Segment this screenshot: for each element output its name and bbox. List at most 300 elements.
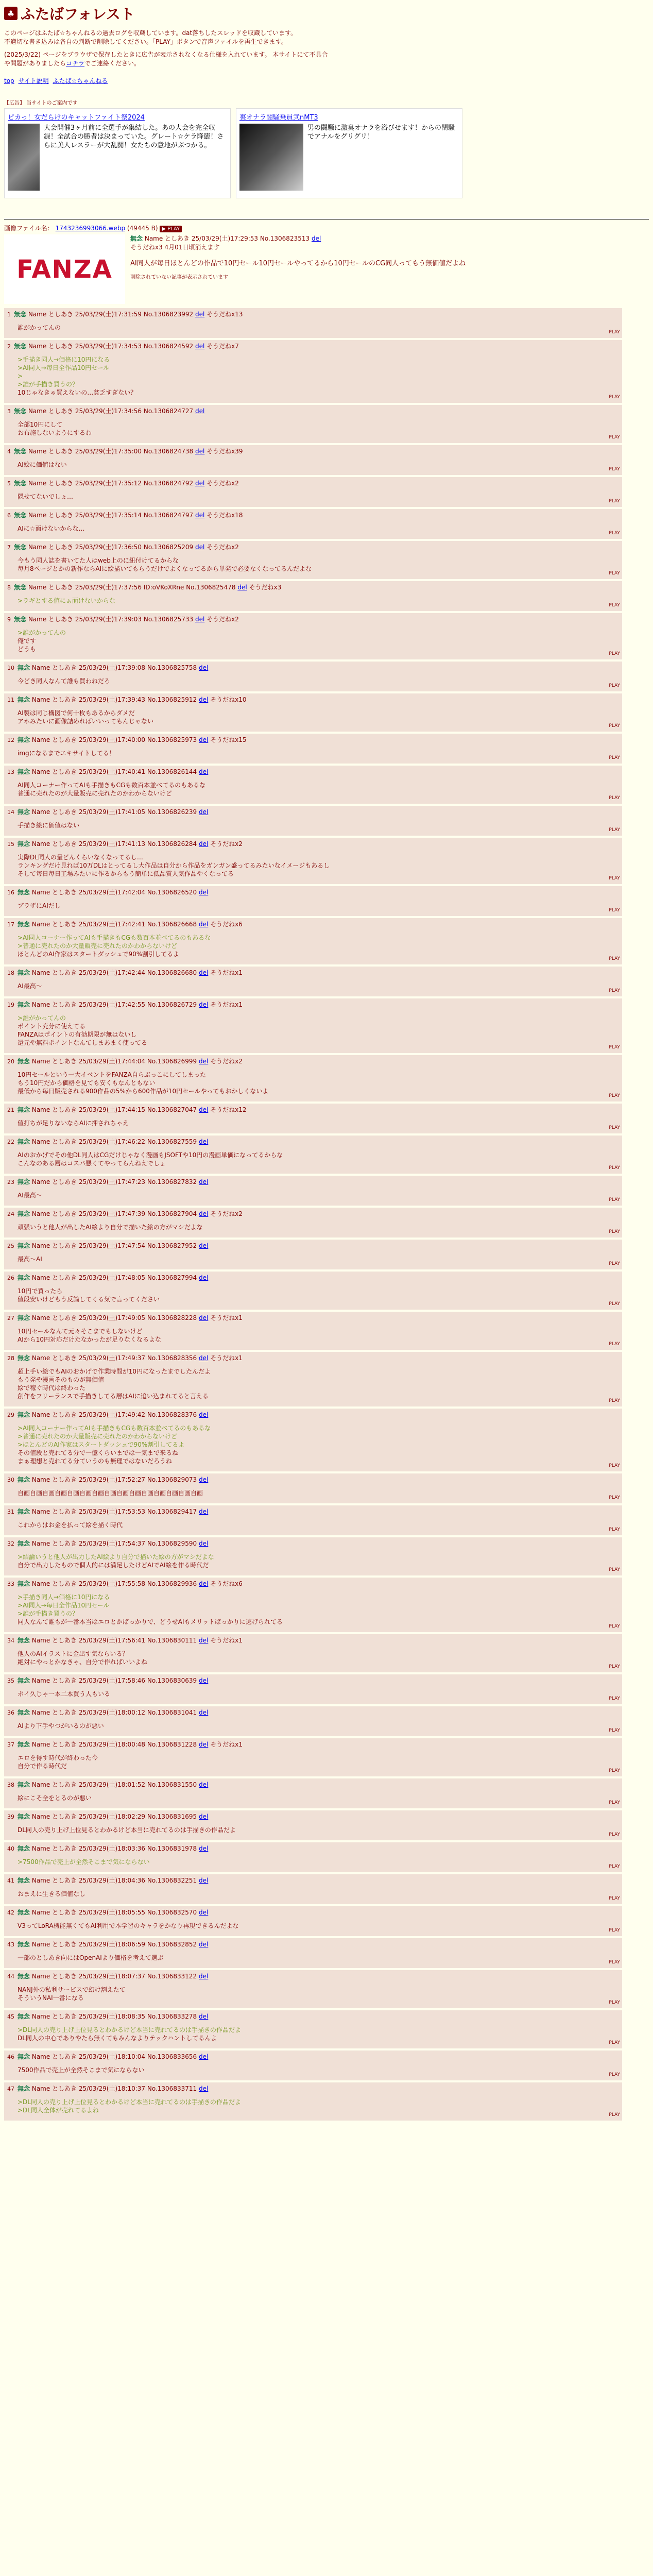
- sodane-button[interactable]: そうだねx2: [207, 544, 239, 551]
- play-button[interactable]: PLAY: [609, 827, 620, 833]
- del-link[interactable]: del: [195, 616, 205, 623]
- reply-name-rest: Name としあき: [28, 512, 74, 519]
- play-button[interactable]: PLAY: [609, 1261, 620, 1266]
- del-link[interactable]: del: [198, 1508, 209, 1515]
- del-link[interactable]: del: [198, 1242, 209, 1249]
- reply-header: [7, 1177, 619, 1187]
- del-link[interactable]: del: [198, 1178, 209, 1185]
- play-button[interactable]: PLAY: [609, 1125, 620, 1130]
- reply-name-rest: Name としあき: [28, 311, 74, 318]
- reply-body: [18, 1858, 619, 1866]
- reply-line: 値段安いけどもう反論してくる気で言ってください: [18, 1296, 160, 1303]
- play-button[interactable]: PLAY: [609, 1495, 620, 1500]
- play-button[interactable]: PLAY: [609, 1398, 620, 1403]
- op-note: 削除されていない記事が表示されています: [130, 275, 228, 280]
- reply-post: [4, 1874, 622, 1904]
- sodane-button[interactable]: そうだねx18: [207, 512, 243, 519]
- reply-line: 誰がかってんの: [18, 324, 61, 331]
- reply-name-rest: Name としあき: [31, 1973, 77, 1980]
- reply-line: 全部10円にして: [18, 421, 63, 428]
- del-link[interactable]: del: [198, 1845, 209, 1852]
- play-button[interactable]: PLAY: [609, 908, 620, 913]
- del-link[interactable]: del: [198, 1637, 209, 1644]
- notice-line: [4, 50, 334, 68]
- reply-name: 無念: [18, 1476, 30, 1483]
- op-text: [130, 234, 466, 304]
- play-button[interactable]: PLAY: [609, 1624, 620, 1629]
- quote-line: >ほとんどのAI作家はスタートダッシュで90%割引してるよ: [18, 1441, 185, 1448]
- reply-meta: 25/03/29(土)17:49:37 No.1306828356: [78, 1354, 197, 1362]
- reply-name-rest: Name としあき: [31, 1909, 77, 1916]
- reply-body: [18, 1826, 619, 1834]
- play-button[interactable]: PLAY: [609, 1229, 620, 1234]
- del-link[interactable]: del: [198, 969, 209, 976]
- del-link[interactable]: del: [195, 480, 205, 487]
- del-link[interactable]: del: [195, 544, 205, 551]
- notice-text: 本サイトにて不具合や問題がありましたら: [4, 51, 328, 67]
- play-button[interactable]: PLAY: [609, 1567, 620, 1572]
- contact-link[interactable]: コチラ: [66, 60, 85, 67]
- reply-name-rest: Name としあき: [31, 2053, 77, 2060]
- reply-name-rest: Name としあき: [31, 1274, 77, 1281]
- notice-line: このページはふたば☆ちゃんねるの過去ログを収蔵しています。dat落ちしたスレッドを収蔵しています。: [4, 29, 297, 37]
- sodane-button[interactable]: そうだねx2: [210, 1210, 243, 1217]
- responses-list: [4, 308, 649, 2121]
- reply-header: [7, 583, 619, 592]
- play-button[interactable]: PLAY: [609, 755, 620, 760]
- reply-name: 無念: [18, 696, 30, 703]
- ad-thumbnail[interactable]: [8, 124, 40, 191]
- del-link[interactable]: del: [198, 1540, 209, 1547]
- reply-line: そして毎日毎日工場みたいに作るからもう簡単に低品質人気作品やくなってる: [18, 870, 234, 877]
- reply-number: 9: [7, 616, 11, 623]
- reply-name-rest: Name としあき: [31, 1001, 77, 1008]
- reply-line: 自画自画自画自画自画自画自画自画自画自画自画自画自画自画自画: [18, 1489, 203, 1497]
- reply-line: imgになるまでエキサイトしてる！: [18, 750, 115, 757]
- reply-post: [4, 1473, 622, 1503]
- play-button[interactable]: PLAY: [609, 1093, 620, 1098]
- reply-header: [7, 1105, 619, 1115]
- ad-inner: [239, 124, 459, 191]
- reply-meta: 25/03/29(土)17:42:44 No.1306826680: [78, 969, 197, 976]
- reply-header: [7, 615, 619, 624]
- sodane-button[interactable]: そうだねx15: [210, 736, 247, 743]
- del-link[interactable]: del: [198, 1580, 209, 1587]
- reply-number: 28: [7, 1355, 14, 1362]
- del-link[interactable]: del: [198, 1001, 209, 1008]
- sodane-button[interactable]: そうだねx1: [210, 1741, 243, 1748]
- reply-body: [18, 1119, 619, 1127]
- play-button[interactable]: PLAY: [609, 1463, 620, 1468]
- reply-body: [18, 677, 619, 685]
- del-link[interactable]: del: [311, 235, 321, 242]
- reply-body: [18, 781, 619, 798]
- reply-name-rest: Name としあき: [31, 1637, 77, 1644]
- reply-meta: 25/03/29(土)17:34:53 No.1306824592: [75, 343, 194, 350]
- reply-number: 35: [7, 1677, 14, 1684]
- reply-line: まぁ理想と売れてる分ていうのも無理ではないだろうね: [18, 1458, 173, 1465]
- reply-post: [4, 2050, 622, 2080]
- sodane-button[interactable]: そうだねx1: [210, 1314, 243, 1321]
- sodane-button[interactable]: そうだねx1: [210, 1001, 243, 1008]
- ad-description: 大会開催3ヶ月前に全選手が集結した。あの大会を完全収録！全試合の勝者は決まっていた。グレート☆ケラ降臨！さらに美人レスラーが大乱闘！女たちの意地がぶつかる。: [43, 124, 224, 149]
- reply-line: 7500作品で売上が全然そこまで気にならない: [18, 2066, 145, 2074]
- ad-title-link[interactable]: 裏オナラ闘騒乗員弐nMT3: [239, 114, 318, 122]
- play-button[interactable]: PLAY: [609, 1165, 620, 1171]
- reply-meta: 25/03/29(土)18:05:55 No.1306832570: [78, 1909, 197, 1916]
- play-button[interactable]: PLAY: [609, 1301, 620, 1307]
- play-button[interactable]: PLAY: [609, 683, 620, 688]
- reply-meta: 25/03/29(土)17:47:54 No.1306827952: [78, 1242, 197, 1249]
- reply-body: [18, 1327, 619, 1344]
- del-link[interactable]: del: [198, 1210, 209, 1217]
- reply-number: 25: [7, 1243, 14, 1249]
- reply-body: [18, 1754, 619, 1770]
- quote-line: >DL同人の売り上げ上位見るとわかるけど本当に売れてるのは手描きの作品だよ: [18, 2098, 241, 2106]
- nav-about-link[interactable]: サイト説明: [18, 77, 49, 84]
- reply-meta: 25/03/29(土)17:55:58 No.1306829936: [78, 1580, 197, 1587]
- reply-post: [4, 1706, 622, 1736]
- del-link[interactable]: del: [198, 664, 209, 671]
- reply-line: お布施しないようにするわ: [18, 429, 92, 436]
- play-button[interactable]: PLAY: [609, 1696, 620, 1701]
- play-button[interactable]: PLAY: [609, 1197, 620, 1202]
- play-button[interactable]: PLAY: [609, 2072, 620, 2077]
- play-button[interactable]: PLAY: [609, 876, 620, 881]
- reply-number: 33: [7, 1581, 14, 1587]
- del-link[interactable]: del: [198, 808, 209, 816]
- reply-post: [4, 1778, 622, 1808]
- reply-header: [7, 839, 619, 849]
- reply-number: 8: [7, 584, 11, 591]
- reply-line: 今どき同人なんて誰も買わねだろ: [18, 677, 111, 685]
- reply-body: [18, 597, 619, 605]
- reply-name-rest: Name としあき: [31, 1941, 77, 1948]
- del-link[interactable]: del: [198, 1781, 209, 1788]
- sodane-button[interactable]: そうだねx7: [207, 343, 239, 350]
- ad-title-link[interactable]: ピカっ！女だらけのキャットファイト祭2024: [8, 114, 145, 122]
- reply-name-rest: Name としあき: [31, 1178, 77, 1185]
- reply-line: 毎月8ページとかの新作ならAIに絵描いてもらうだけでよくなってるから単発で必要なくなってるんだよな: [18, 565, 312, 572]
- del-link[interactable]: del: [198, 2085, 209, 2092]
- reply-header: [7, 310, 619, 319]
- reply-post: [4, 1208, 622, 1238]
- file-size: (49445 B): [127, 225, 158, 232]
- reply-meta: 25/03/29(土)18:10:04 No.1306833656: [78, 2053, 197, 2060]
- play-button[interactable]: PLAY: [609, 531, 620, 536]
- reply-post: [4, 1970, 622, 2008]
- reply-header: [7, 807, 619, 817]
- reply-line: ポイ久じゃ一本二本買う人もいる: [18, 1690, 111, 1698]
- reply-name-rest: Name としあき: [31, 1106, 77, 1113]
- reply-header: [7, 1507, 619, 1517]
- play-button[interactable]: PLAY: [609, 1928, 620, 1933]
- reply-line: 超上手い絵でもAIのおかげで作業時間が10円になったまでしたんだよ: [18, 1368, 211, 1375]
- reply-header: [7, 2012, 619, 2022]
- del-link[interactable]: del: [198, 1741, 209, 1748]
- quote-line: >ラギとする値にぁ面けないからな: [18, 597, 115, 604]
- reply-line: おまえに生きる価値なし: [18, 1890, 86, 1897]
- reply-line: 最低から毎日販売される900作品の5%から600作品が10円セールやってもおかしくないよ: [18, 1088, 269, 1095]
- sodane-button[interactable]: そうだねx2: [207, 616, 239, 623]
- del-link[interactable]: del: [198, 1973, 209, 1980]
- reply-name-rest: Name としあき: [31, 768, 77, 775]
- reply-line: 他人のAIイラストに金出す気ならいる？: [18, 1650, 129, 1657]
- file-label: 画像ファイル名：: [4, 225, 54, 232]
- del-link[interactable]: del: [198, 2013, 209, 2020]
- reply-post: [4, 662, 622, 691]
- reply-name-rest: Name としあき: [31, 2013, 77, 2020]
- play-button[interactable]: PLAY: [609, 2000, 620, 2005]
- reply-post: [4, 806, 622, 836]
- reply-number: 23: [7, 1179, 14, 1185]
- reply-post: [4, 1272, 622, 1310]
- play-button[interactable]: PLAY: [609, 1864, 620, 1869]
- del-link[interactable]: del: [198, 921, 209, 928]
- reply-number: 18: [7, 970, 14, 976]
- reply-body: [18, 1922, 619, 1930]
- notice-text: でご連絡ください。: [84, 60, 141, 67]
- reply-post: [4, 998, 622, 1053]
- play-button[interactable]: PLAY: [609, 499, 620, 504]
- del-link[interactable]: del: [198, 840, 209, 848]
- del-link[interactable]: del: [198, 2053, 209, 2060]
- reply-name: 無念: [14, 408, 27, 415]
- reply-body: [18, 1287, 619, 1303]
- file-link[interactable]: 1743236993066.webp: [55, 225, 126, 232]
- del-link[interactable]: del: [198, 1411, 209, 1418]
- reply-line: こんなのある層はコスパ悪くてやってらんねえでしょ: [18, 1160, 166, 1167]
- reply-header: [7, 1812, 619, 1822]
- reply-line: 手描き絵に価値はない: [18, 822, 80, 829]
- play-button[interactable]: PLAY: [609, 2112, 620, 2117]
- reply-number: 13: [7, 769, 14, 775]
- forest-logo-icon[interactable]: ♣: [4, 7, 18, 20]
- reply-body: [18, 461, 619, 469]
- play-button[interactable]: PLAY: [609, 1728, 620, 1733]
- play-button[interactable]: PLAY: [609, 1768, 620, 1773]
- sodane-button[interactable]: そうだねx6: [210, 921, 243, 928]
- reply-body: [18, 1794, 619, 1802]
- play-button[interactable]: PLAY: [609, 1527, 620, 1532]
- reply-meta: 25/03/29(土)17:49:05 No.1306828228: [78, 1314, 197, 1321]
- play-button[interactable]: PLAY: [609, 1664, 620, 1669]
- reply-name: 無念: [18, 2085, 30, 2092]
- play-button[interactable]: PLAY: [609, 651, 620, 656]
- reply-header: [7, 1057, 619, 1066]
- reply-name: 無念: [18, 1973, 30, 1980]
- play-button[interactable]: PLAY: [609, 330, 620, 335]
- reply-post: [4, 693, 622, 732]
- del-link[interactable]: del: [198, 1354, 209, 1362]
- sodane-button[interactable]: そうだねx13: [207, 311, 243, 318]
- del-link[interactable]: del: [198, 1909, 209, 1916]
- reply-header: [7, 1410, 619, 1420]
- reply-meta: 25/03/29(土)17:58:46 No.1306830639: [78, 1677, 197, 1684]
- reply-number: 14: [7, 809, 14, 816]
- play-button[interactable]: PLAY: [609, 435, 620, 440]
- play-button[interactable]: PLAY: [609, 467, 620, 472]
- play-button[interactable]: PLAY: [609, 795, 620, 801]
- play-button[interactable]: PLAY: [609, 1896, 620, 1901]
- sodane-button[interactable]: そうだねx12: [210, 1106, 247, 1113]
- nav-top-link[interactable]: top: [4, 77, 14, 84]
- reply-name-rest: Name としあき: [31, 808, 77, 816]
- play-button[interactable]: PLAY: [609, 2040, 620, 2045]
- sodane-button[interactable]: そうだねx3: [249, 584, 282, 591]
- play-button[interactable]: PLAY: [609, 956, 620, 961]
- reply-name: 無念: [14, 343, 27, 350]
- op-name: 無念: [130, 235, 143, 242]
- del-link[interactable]: del: [195, 343, 205, 350]
- quote-line: >DL同人の売り上げ上位見るとわかるけど本当に売れてるのは手描きの作品だよ: [18, 2026, 241, 2033]
- nav-futaba-link[interactable]: ふたば☆ちゃんねる: [53, 77, 108, 84]
- reply-post: [4, 477, 622, 507]
- reply-name-rest: Name としあき: [31, 1540, 77, 1547]
- reply-line: ブラザにAIだし: [18, 902, 61, 909]
- reply-name-rest: Name としあき: [31, 664, 77, 671]
- quote-line: >AI同人コーナー作ってAIも手描きもCGも数百本並べてるのもあるな: [18, 1425, 211, 1432]
- reply-meta: 25/03/29(土)17:41:05 No.1306826239: [78, 808, 197, 816]
- reply-post: [4, 581, 622, 611]
- reply-header: [7, 1676, 619, 1686]
- reply-name-rest: Name としあき: [31, 921, 77, 928]
- play-button[interactable]: PLAY: [609, 603, 620, 608]
- play-button[interactable]: PLAY: [609, 988, 620, 993]
- reply-name: 無念: [18, 1508, 30, 1515]
- play-button[interactable]: PLAY: [609, 1342, 620, 1347]
- del-link[interactable]: del: [198, 696, 209, 703]
- reply-header: [7, 888, 619, 897]
- del-link[interactable]: del: [198, 1941, 209, 1948]
- del-link[interactable]: del: [198, 1106, 209, 1113]
- del-link[interactable]: del: [198, 1314, 209, 1321]
- reply-number: 10: [7, 665, 14, 671]
- play-button[interactable]: PLAY: [609, 1045, 620, 1050]
- reply-name: 無念: [18, 1781, 30, 1788]
- reply-number: 19: [7, 1002, 14, 1008]
- reply-header: [7, 1475, 619, 1485]
- reply-post: [4, 1352, 622, 1406]
- reply-body: [18, 420, 619, 437]
- reply-header: [7, 1579, 619, 1589]
- sodane-button[interactable]: そうだねx1: [210, 1354, 243, 1362]
- reply-meta: 25/03/29(土)17:47:23 No.1306827832: [78, 1178, 197, 1185]
- reply-number: 43: [7, 1941, 14, 1948]
- del-link[interactable]: del: [198, 1058, 209, 1065]
- reply-name: 無念: [18, 1941, 30, 1948]
- reply-body: [18, 1890, 619, 1898]
- del-link[interactable]: del: [198, 1138, 209, 1145]
- reply-name-rest: Name としあき: [31, 1210, 77, 1217]
- reply-line: 10円セールなんて元々そこまでもしないけど: [18, 1328, 143, 1335]
- del-link[interactable]: del: [198, 1274, 209, 1281]
- reply-body: [18, 2098, 619, 2114]
- del-link[interactable]: del: [195, 408, 205, 415]
- play-button[interactable]: ▶ PLAY: [160, 226, 182, 232]
- play-button[interactable]: PLAY: [609, 1832, 620, 1837]
- reply-post: [4, 1055, 622, 1101]
- del-link[interactable]: del: [198, 768, 209, 775]
- reply-body: [18, 1954, 619, 1962]
- op-image[interactable]: FANZA: [4, 234, 125, 304]
- reply-line: 俺です: [18, 637, 37, 645]
- del-link[interactable]: del: [195, 448, 205, 455]
- del-link[interactable]: del: [198, 1813, 209, 1820]
- sodane-button[interactable]: そうだねx6: [210, 1580, 243, 1587]
- reply-meta: 25/03/29(土)17:44:04 No.1306826999: [78, 1058, 197, 1065]
- reply-line: DL同人の売り上げ上位見るとわかるけど本当に売れてるのは手描きの作品だよ: [18, 1826, 236, 1834]
- sodane-button[interactable]: そうだねx1: [210, 969, 243, 976]
- reply-name: 無念: [18, 1677, 30, 1684]
- reply-meta: 25/03/29(土)17:42:04 No.1306826520: [78, 889, 197, 896]
- sodane-button[interactable]: そうだねx10: [210, 696, 247, 703]
- sodane-button[interactable]: そうだねx2: [210, 840, 243, 848]
- reply-header: [7, 1972, 619, 1981]
- reply-number: 6: [7, 512, 11, 519]
- ad-box[interactable]: [4, 108, 231, 198]
- reply-name: 無念: [14, 616, 27, 623]
- play-button[interactable]: PLAY: [609, 571, 620, 576]
- reply-number: 39: [7, 1814, 14, 1820]
- del-link[interactable]: del: [198, 889, 209, 896]
- reply-post: [4, 918, 622, 964]
- reply-name-rest: Name としあき: [28, 408, 74, 415]
- op-meta: Name としあき 25/03/29(土)17:29:53 No.1306823513: [144, 235, 310, 242]
- del-link[interactable]: del: [198, 1877, 209, 1884]
- play-button[interactable]: PLAY: [609, 723, 620, 728]
- reply-number: 22: [7, 1139, 14, 1145]
- del-link[interactable]: del: [198, 1476, 209, 1483]
- sodane-button[interactable]: そうだねx39: [207, 448, 243, 455]
- ad-thumbnail[interactable]: [239, 124, 303, 191]
- reply-post: [4, 766, 622, 804]
- reply-body: [18, 493, 619, 501]
- sodane-button[interactable]: そうだねx1: [210, 1637, 243, 1644]
- reply-post: [4, 1842, 622, 1872]
- site-notice: [4, 29, 334, 68]
- del-link[interactable]: del: [237, 584, 247, 591]
- reply-name-rest: Name としあき: [31, 1741, 77, 1748]
- reply-name-rest: Name としあき: [31, 1058, 77, 1065]
- reply-meta: 25/03/29(土)17:46:22 No.1306827559: [78, 1138, 197, 1145]
- play-button[interactable]: PLAY: [609, 395, 620, 400]
- del-link[interactable]: del: [198, 736, 209, 743]
- reply-line: 隠せてないでしょ…: [18, 493, 74, 500]
- del-link[interactable]: del: [198, 1677, 209, 1684]
- del-link[interactable]: del: [195, 311, 205, 318]
- reply-meta: 25/03/29(土)18:03:36 No.1306831978: [78, 1845, 197, 1852]
- reply-header: [7, 968, 619, 978]
- del-link[interactable]: del: [195, 512, 205, 519]
- reply-post: [4, 509, 622, 539]
- play-button[interactable]: PLAY: [609, 1960, 620, 1965]
- reply-name: 無念: [18, 921, 30, 928]
- reply-name-rest: Name としあき: [28, 584, 74, 591]
- reply-meta: 25/03/29(土)17:40:41 No.1306826144: [78, 768, 197, 775]
- reply-header: [7, 1353, 619, 1363]
- sodane-button[interactable]: そうだねx2: [207, 480, 239, 487]
- reply-name-rest: Name としあき: [31, 736, 77, 743]
- reply-line: 10円セールという一大イベントをFANZA自らぶっこにしてしまった: [18, 1071, 206, 1078]
- sodane-button[interactable]: そうだねx2: [210, 1058, 243, 1065]
- reply-line: 頑張いうと他人が出したAI絵より自分で描いた絵の方がマシだよな: [18, 1224, 203, 1231]
- play-button[interactable]: PLAY: [609, 1800, 620, 1805]
- del-link[interactable]: del: [198, 1709, 209, 1716]
- ad-box[interactable]: [236, 108, 462, 198]
- reply-line: NANJ外の私利サービスで幻け割えたて: [18, 1986, 126, 1993]
- reply-name-rest: Name としあき: [31, 1845, 77, 1852]
